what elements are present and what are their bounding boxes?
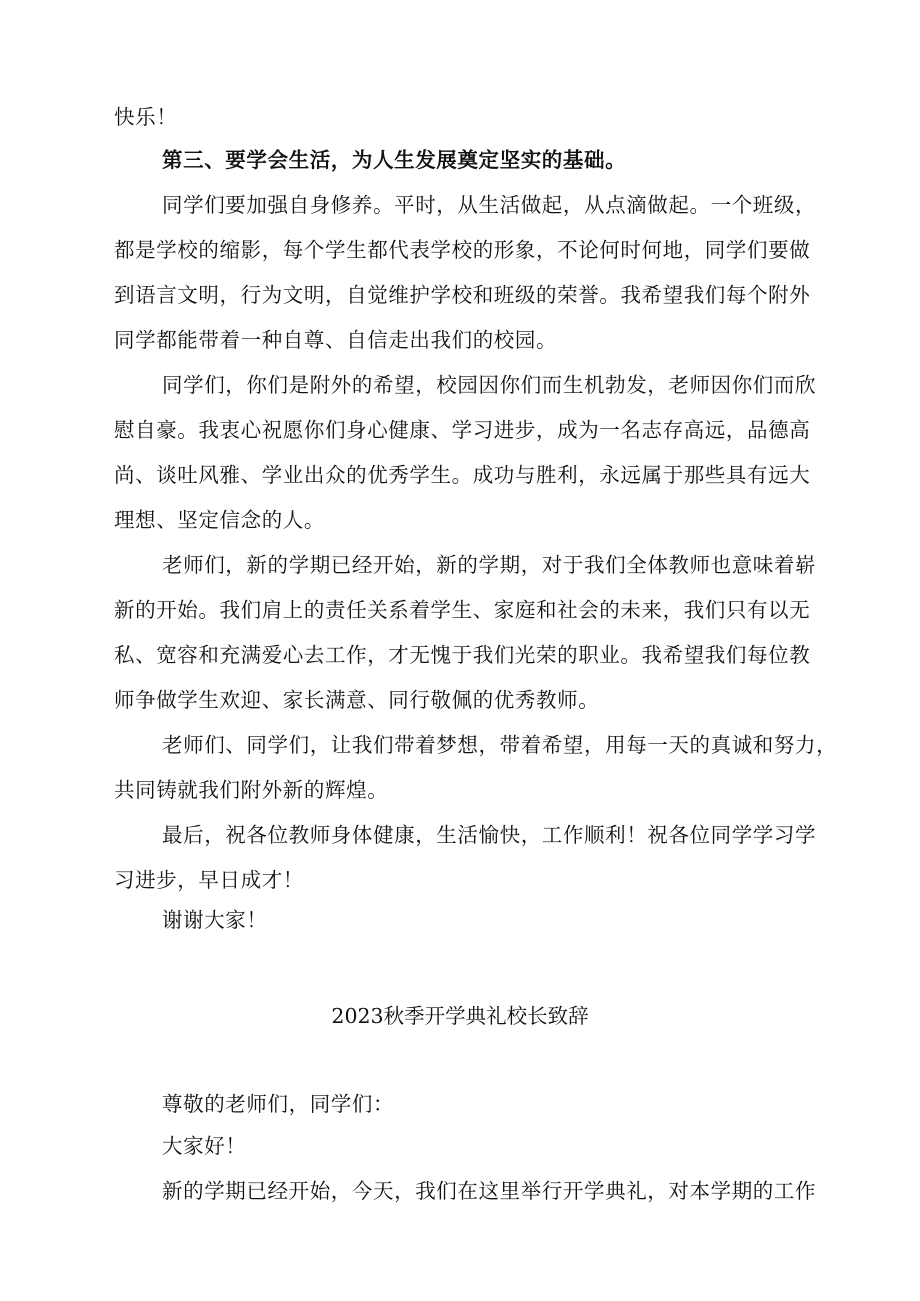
paragraph-line: 老师们，新的学期已经开始，新的学期，对于我们全体教师也意味着崭 bbox=[162, 553, 817, 577]
paragraph-line: 私、宽容和充满爱心去工作，才无愧于我们光荣的职业。我希望我们每位教 bbox=[114, 643, 811, 667]
paragraph-line: 理想、坚定信念的人。 bbox=[114, 508, 325, 532]
paragraph-line: 新的开始。我们肩上的责任关系着学生、家庭和社会的未来，我们只有以无 bbox=[114, 598, 811, 622]
paragraph-line: 尚、谈吐风雅、学业出众的优秀学生。成功与胜利，永远属于那些具有远大 bbox=[114, 463, 811, 487]
closing-line: 谢谢大家！ bbox=[162, 908, 268, 932]
paragraph-line: 共同铸就我们附外新的辉煌。 bbox=[114, 778, 389, 802]
paragraph-line: 同学们要加强自身修养。平时，从生活做起，从点滴做起。一个班级， bbox=[162, 193, 817, 217]
paragraph-line: 快乐！ bbox=[114, 105, 178, 129]
paragraph-line: 都是学校的缩影，每个学生都代表学校的形象，不论何时何地，同学们要做 bbox=[114, 238, 811, 262]
paragraph-line: 习进步，早日成才！ bbox=[114, 868, 304, 892]
section-heading: 第三、要学会生活，为人生发展奠定坚实的基础。 bbox=[162, 148, 627, 172]
greeting: 大家好！ bbox=[162, 1134, 247, 1158]
paragraph-line: 同学都能带着一种自尊、自信走出我们的校园。 bbox=[114, 328, 558, 352]
salutation: 尊敬的老师们，同学们： bbox=[162, 1092, 395, 1116]
paragraph-line: 到语言文明，行为文明，自觉维护学校和班级的荣誉。我希望我们每个附外 bbox=[114, 283, 811, 307]
paragraph-line: 慰自豪。我衷心祝愿你们身心健康、学习进步，成为一名志存高远，品德高 bbox=[114, 418, 811, 442]
paragraph-line: 新的学期已经开始，今天，我们在这里举行开学典礼，对本学期的工作 bbox=[162, 1179, 817, 1203]
paragraph-line: 师争做学生欢迎、家长满意、同行敬佩的优秀教师。 bbox=[114, 688, 600, 712]
paragraph-line: 老师们、同学们，让我们带着梦想，带着希望，用每一天的真诚和努力， bbox=[162, 733, 838, 757]
paragraph-line: 最后，祝各位教师身体健康，生活愉快，工作顺利！祝各位同学学习学 bbox=[162, 823, 817, 847]
document-title: 2023秋季开学典礼校长致辞 bbox=[331, 1004, 589, 1028]
paragraph-line: 同学们，你们是附外的希望，校园因你们而生机勃发，老师因你们而欣 bbox=[162, 373, 817, 397]
